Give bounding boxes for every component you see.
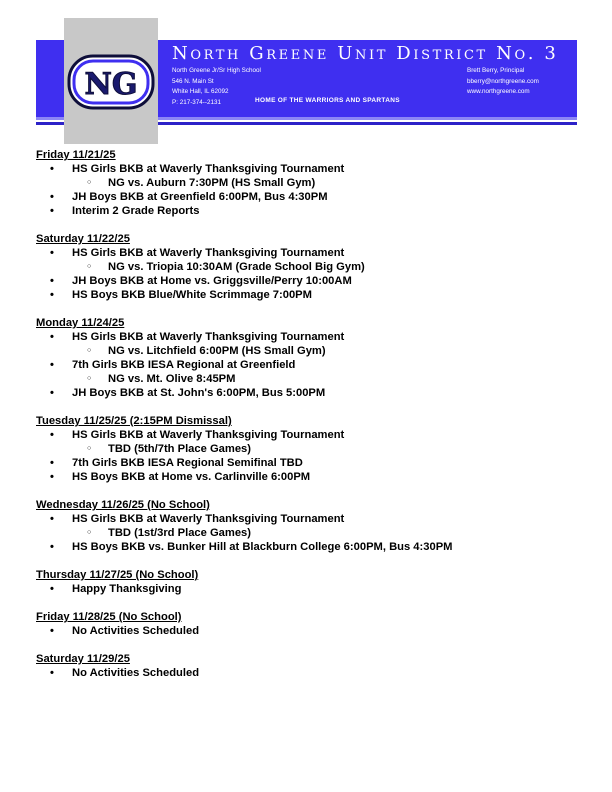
- schedule-day: [36, 610, 576, 638]
- activity-schedule: [36, 148, 576, 694]
- schedule-item: • HS Girls BKB at Waverly Thanksgiving Tournament: [36, 512, 576, 526]
- schedule-item: • JH Boys BKB at St. John's 6:00PM, Bus 5:00PM: [36, 386, 576, 400]
- schedule-subitem: ○ TBD (5th/7th Place Games): [36, 442, 576, 456]
- principal-contact: [467, 66, 539, 98]
- schedule-item: • HS Girls BKB at Waverly Thanksgiving Tournament: [36, 246, 576, 260]
- schedule-subitem: ○ NG vs. Mt. Olive 8:45PM: [36, 372, 576, 386]
- day-heading: Tuesday 11/25/25 (2:15PM Dismissal): [36, 415, 232, 427]
- schedule-item: • JH Boys BKB at Home vs. Griggsville/Perry 10:00AM: [36, 274, 576, 288]
- day-heading: Saturday 11/22/25: [36, 233, 130, 245]
- schedule-day: [36, 232, 576, 302]
- schedule-subitem: ○ NG vs. Litchfield 6:00PM (HS Small Gym): [36, 344, 576, 358]
- school-tagline: HOME OF THE WARRIORS AND SPARTANS: [255, 97, 400, 104]
- schedule-subitem: ○ TBD (1st/3rd Place Games): [36, 526, 576, 540]
- schedule-item: • HS Boys BKB at Home vs. Carlinville 6:00PM: [36, 470, 576, 484]
- schedule-item: • No Activities Scheduled: [36, 624, 576, 638]
- day-heading: Wednesday 11/26/25 (No School): [36, 499, 210, 511]
- schedule-day: [36, 148, 576, 218]
- district-name: North Greene Unit District No. 3: [172, 43, 559, 64]
- ng-logo-icon: [67, 54, 155, 110]
- schedule-item: • HS Boys BKB vs. Bunker Hill at Blackburn College 6:00PM, Bus 4:30PM: [36, 540, 576, 554]
- schedule-item: • No Activities Scheduled: [36, 666, 576, 680]
- schedule-item: • 7th Girls BKB IESA Regional at Greenfield: [36, 358, 576, 372]
- schedule-day: [36, 652, 576, 680]
- schedule-item: • JH Boys BKB at Greenfield 6:00PM, Bus 4:30PM: [36, 190, 576, 204]
- school-phone: P: 217-374--2131: [172, 98, 222, 106]
- schedule-item: • Interim 2 Grade Reports: [36, 204, 576, 218]
- day-heading: Monday 11/24/25: [36, 317, 125, 329]
- schedule-item: • 7th Girls BKB IESA Regional Semifinal TBD: [36, 456, 576, 470]
- principal-name: Brett Berry, Principal: [467, 67, 525, 74]
- principal-email[interactable]: bberry@northgreene.com: [467, 77, 539, 85]
- schedule-subitem: ○ NG vs. Triopia 10:30AM (Grade School Big Gym): [36, 260, 576, 274]
- schedule-item: • Happy Thanksgiving: [36, 582, 576, 596]
- school-contact: [172, 66, 261, 108]
- schedule-day: [36, 316, 576, 400]
- school-name: North Greene Jr/Sr High School: [172, 67, 261, 74]
- schedule-item: • HS Girls BKB at Waverly Thanksgiving Tournament: [36, 428, 576, 442]
- schedule-day: [36, 414, 576, 484]
- school-address-line1: 546 N. Main St: [172, 77, 214, 85]
- schedule-item: • HS Boys BKB Blue/White Scrimmage 7:00PM: [36, 288, 576, 302]
- schedule-subitem: ○ NG vs. Auburn 7:30PM (HS Small Gym): [36, 176, 576, 190]
- schedule-day: [36, 568, 576, 596]
- school-logo: [64, 18, 158, 144]
- day-heading: Friday 11/28/25 (No School): [36, 611, 182, 623]
- schedule-item: • HS Girls BKB at Waverly Thanksgiving Tournament: [36, 330, 576, 344]
- school-address-line2: White Hall, IL 62092: [172, 88, 229, 95]
- schedule-day: [36, 498, 576, 554]
- day-heading: Saturday 11/29/25: [36, 653, 130, 665]
- day-heading: Friday 11/21/25: [36, 149, 116, 161]
- logo-letters: NG: [84, 67, 138, 102]
- day-heading: Thursday 11/27/25 (No School): [36, 569, 199, 581]
- schedule-item: • HS Girls BKB at Waverly Thanksgiving Tournament: [36, 162, 576, 176]
- school-website[interactable]: www.northgreene.com: [467, 88, 530, 95]
